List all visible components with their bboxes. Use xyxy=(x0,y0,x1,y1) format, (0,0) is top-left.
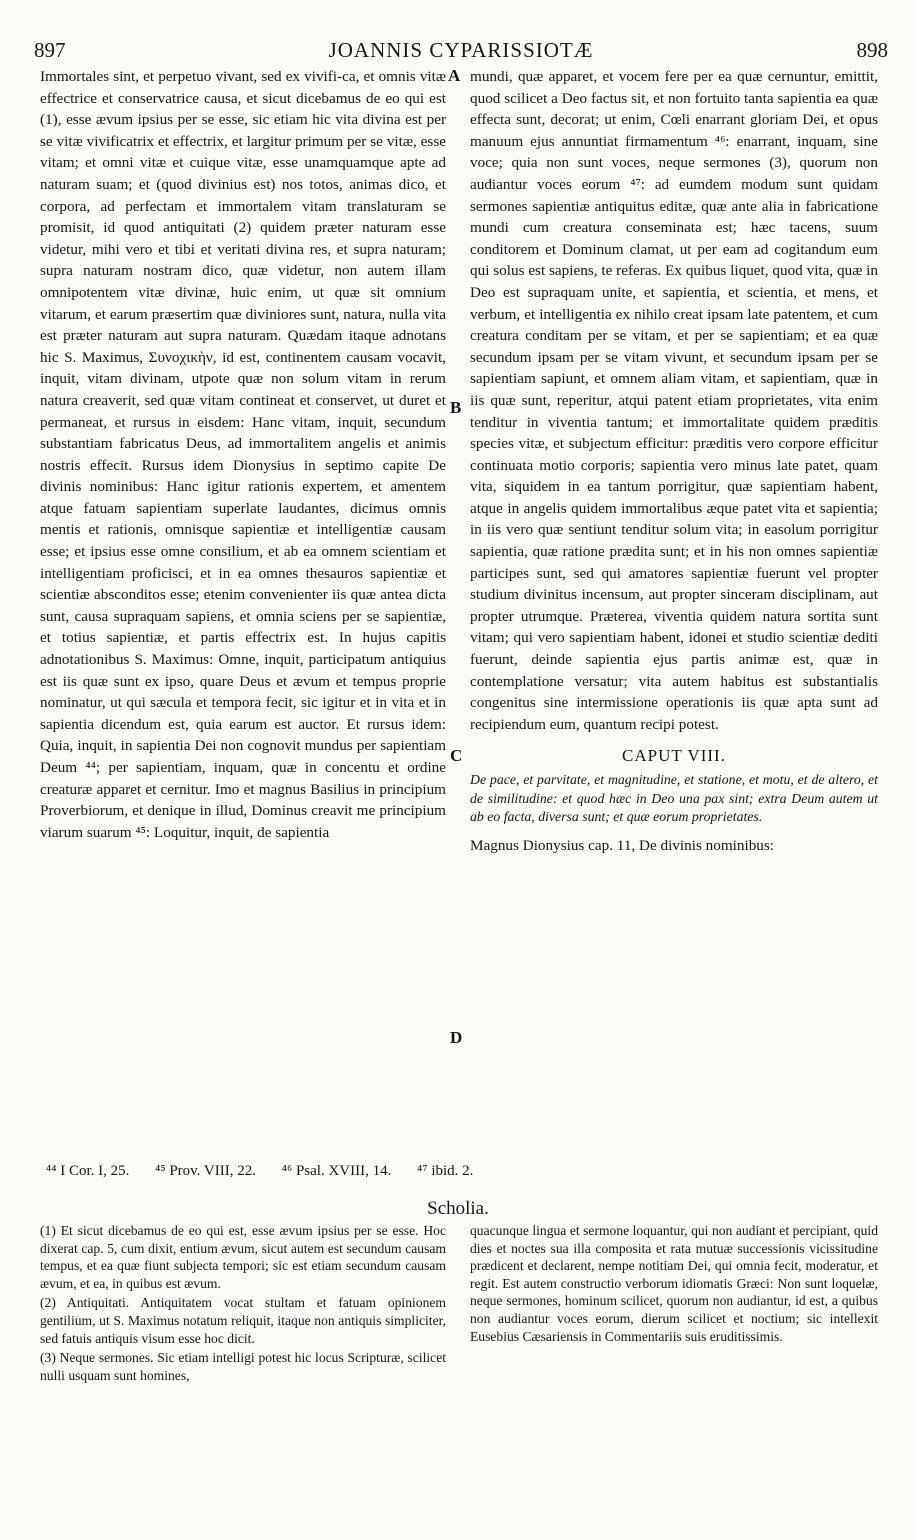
chapter-opening: Magnus Dionysius cap. 11, De divinis nominibus: xyxy=(470,836,775,854)
running-head xyxy=(34,38,888,64)
scholion-3: (3) Neque sermones. Sic etiam intelligi potest hic locus Scripturæ, scilicet nulli usquam sunt homines, xyxy=(40,1350,446,1383)
scholia-left-column xyxy=(40,1222,446,1386)
scholion-1: (1) Et sicut dicebamus de eo qui est, esse ævum ipsius per se esse. Hoc dixerat cap. 5, cum dixit, entium ævum, sicut autem est secundum causam tempus, et ea quæ fiunt subjecta tempori; sic est etiam secundum causam ævum, et ea, in quibus est ævum. xyxy=(40,1223,446,1291)
running-title: JOANNIS CYPARISSIOTÆ xyxy=(328,38,594,62)
margin-letter-d: D xyxy=(450,1028,463,1047)
footnote-44: ⁴⁴ I Cor. I, 25. xyxy=(46,1163,130,1179)
footnote-47: ⁴⁷ ibid. 2. xyxy=(417,1163,474,1179)
chapter-summary: De pace, et parvitate, et magnitudine, et statione, et motu, et de altero, et de similitudine: et quod hæc in Deo una pax sint; extra Deum autem ut ab eo facta, diversa sunt; et quæ eorum proprietates. xyxy=(470,772,878,824)
scholia-title: Scholia. xyxy=(427,1198,489,1219)
footnote-45: ⁴⁵ Prov. VIII, 22. xyxy=(155,1163,256,1179)
margin-letter-b: B xyxy=(450,398,462,417)
chapter-title: CAPUT VIII. xyxy=(622,746,726,766)
page-number-right: 898 xyxy=(856,38,888,62)
scholia-right-column xyxy=(470,1222,878,1347)
margin-letter-a: A xyxy=(448,66,461,85)
right-text-column xyxy=(470,66,878,856)
scholion-2: (2) Antiquitati. Antiquitatem vocat stultam et fatuam opinionem gentilium, ut S. Maximus notatum reliquit, itaque non antiquis simpliciter, sed fatuis antiquis visum esse hoc dicit. xyxy=(40,1295,446,1346)
left-text-column xyxy=(40,66,446,843)
footnotes xyxy=(46,1163,646,1180)
left-column-paragraph: Immortales sint, et perpetuo vivant, sed ex vivifi-ca, et omnis vitæ effectrice et conservatrice causa, et sicut dicebamus de eo qui est (1), esse ævum ipsius per se esse, sic etiam hic vita divina est per se vitæ vivificatrix et effectrix, et largitur primum per se vitæ, esse vitam; et omni vitæ et cuique vitæ, esse unamquamque apte ad naturam suam; et (quod divinius est) nos totos, animas dico, et corpora, ad perfectam et immortalem vitam translaturam se promisit, id quod antiquitati (2) quidem præter naturam esse videtur, mihi vero et tibi et veritati divina res, et supra naturam; supra naturam nostram dico, quæ videtur, non autem illam omnipotentem vitæ divinæ, huic enim, ut quæ sit omnium vitarum, et earum præsertim quæ diviniores sunt, natura, nulla vita est præter naturam aut supra naturam. Quædam itaque adnotans hic S. Maximus, Συνοχικὴν, id est, continentem causam vocavit, inquit, vitam divinam, utpote quæ non solum vitam in rerum natura creaverit, sed quæ vitam contineat et conservet, ut duret et permaneat, et rursus in eisdem: Hanc vitam, inquit, secundum substantiam fabricatus Deus, ad immortalitem angelis et animis nostris effecit. Rursus idem Dionysius in septimo capite De divinis nominibus: Hanc igitur rationis expertem, et amentem atque fatuam sapientiam superlate laudantes, dicimus omnis mentis et rationis, omnisque sapientiæ et intelligentiæ causam esse; et ipsius esse omne consilium, et ab ea omnem scientiam et intelligentiam proficisci, et in ea omnes thesauros sapientiæ et scientiæ absconditos esse; etenim convenienter iis quæ antea dicta sunt, causa supraquam sapiens, et omnia sciens per se sapientiæ, et totius sapientiæ, et partis effectrix est. In hujus capitis adnotationibus S. Maximus: Omne, inquit, participatum antiquius est iis quæ sunt ex ipso, quare Deus et ævum et tempus proprie nominatur, ut qui sæcula et tempora fecit, sic igitur et in vita et in sapientia dicendum est, quia earum est auctor. Et rursus idem: Quia, inquit, in sapientia Dei non cognovit mundus per sapientiam Deum ⁴⁴; per sapientiam, inquam, quæ in concentu et ordine creaturæ apparet et cernitur. Imo et magnus Basilius in principium Proverbiorum, et denique in illud, Dominus creavit me principium viarum suarum ⁴⁵: Loquitur, inquit, de sapientia xyxy=(40,68,446,841)
page-number-left: 897 xyxy=(34,38,66,62)
right-column-paragraph: mundi, quæ apparet, et vocem fere per ea quæ cernuntur, emittit, quod scilicet a Deo factus sit, et non fortuito tanta sapientia ea quæ effecta sunt, decorat; ut enim, Cœli enarrant gloriam Dei, et opus manuum ejus annuntiat firmamentum ⁴⁶: enarrant, inquam, sine voce; quia non sunt voces, neque sermones (3), quorum non audiantur voces eorum ⁴⁷: ad eumdem modum sunt quidam sermones sapientiæ antiquitus editæ, quæ ante alia in fabricatione mundi cum creatura conseminata est; hæc tacens, suum conditorem et Dominum clamat, ut per eam ad cogitandum eum qui solus est sapiens, te referas. Ex quibus liquet, quod vita, quæ in Deo est supraquam unite, et sapientia, et scientia, et mens, et verbum, et intelligentia ex nihilo creat ipsam late patentem, et cum creatura conditam per se vitam, et per se sapientiam; et ea quæ secundum ipsam per se vitam vivunt, et secundum ipsam per se sapientiam sapiunt, et omnem aliam vitam, et sapientiam, quæ in iis quæ sunt, reperitur, atqui patent etiam proprietates, vita enim tenditur in viventia tantum; et immortalitate quidem præditis species vitæ, et subjectum efficitur: præditis vero corpore efficitur continuata motio corporis; sapientia vero minus late patet, quam vita, siquidem in ea tantum porrigitur, quæ sapientiam habent, atque in angelis quidem immortalibus æque patet vita et sapientia; in iis vero quæ sentiunt tenditur solum vita; in easolum porrigitur sapientia, quæ ratione prædita sunt; et in his non omnes sapientiæ participes sunt, sed qui amatores sapientiæ fuerunt vel propter studium divinitus incensum, aut propter sinceram disciplinam, aut propter utrumque. Præterea, viventia quidem natura sortita sunt vitam; qui vero sapientiam habent, idonei et studio scientiæ dediti fuerunt, deinde sapientia ejus partis animæ est, quæ in contemplatione versatur; vita autem habitus est substantialis congenitus sine intermissione operationis iis quæ apta sunt ad recipiendum eum, quantum recipi potest. xyxy=(470,68,878,733)
footnote-46: ⁴⁶ Psal. XVIII, 14. xyxy=(281,1163,392,1179)
margin-letter-c: C xyxy=(450,746,463,765)
scholion-3-continued: quacunque lingua et sermone loquantur, qui non audiant et percipiant, quid dies et noctes sua illa composita et rata mutuæ successionis vicissitudine prædicent et declarent, nempe notitiam Dei, qui omnia fecit, moderatur, et regit. Est autem constructio verborum idiomatis Græci: Non sunt loquelæ, neque sermones, hominum scilicet, quorum non audiantur, id est, a quibus non audiantur voces eorum, dierum scilicet et noctium; sic intellexit Eusebius Cæsariensis in Commentariis suis eruditissimis. xyxy=(470,1223,878,1344)
